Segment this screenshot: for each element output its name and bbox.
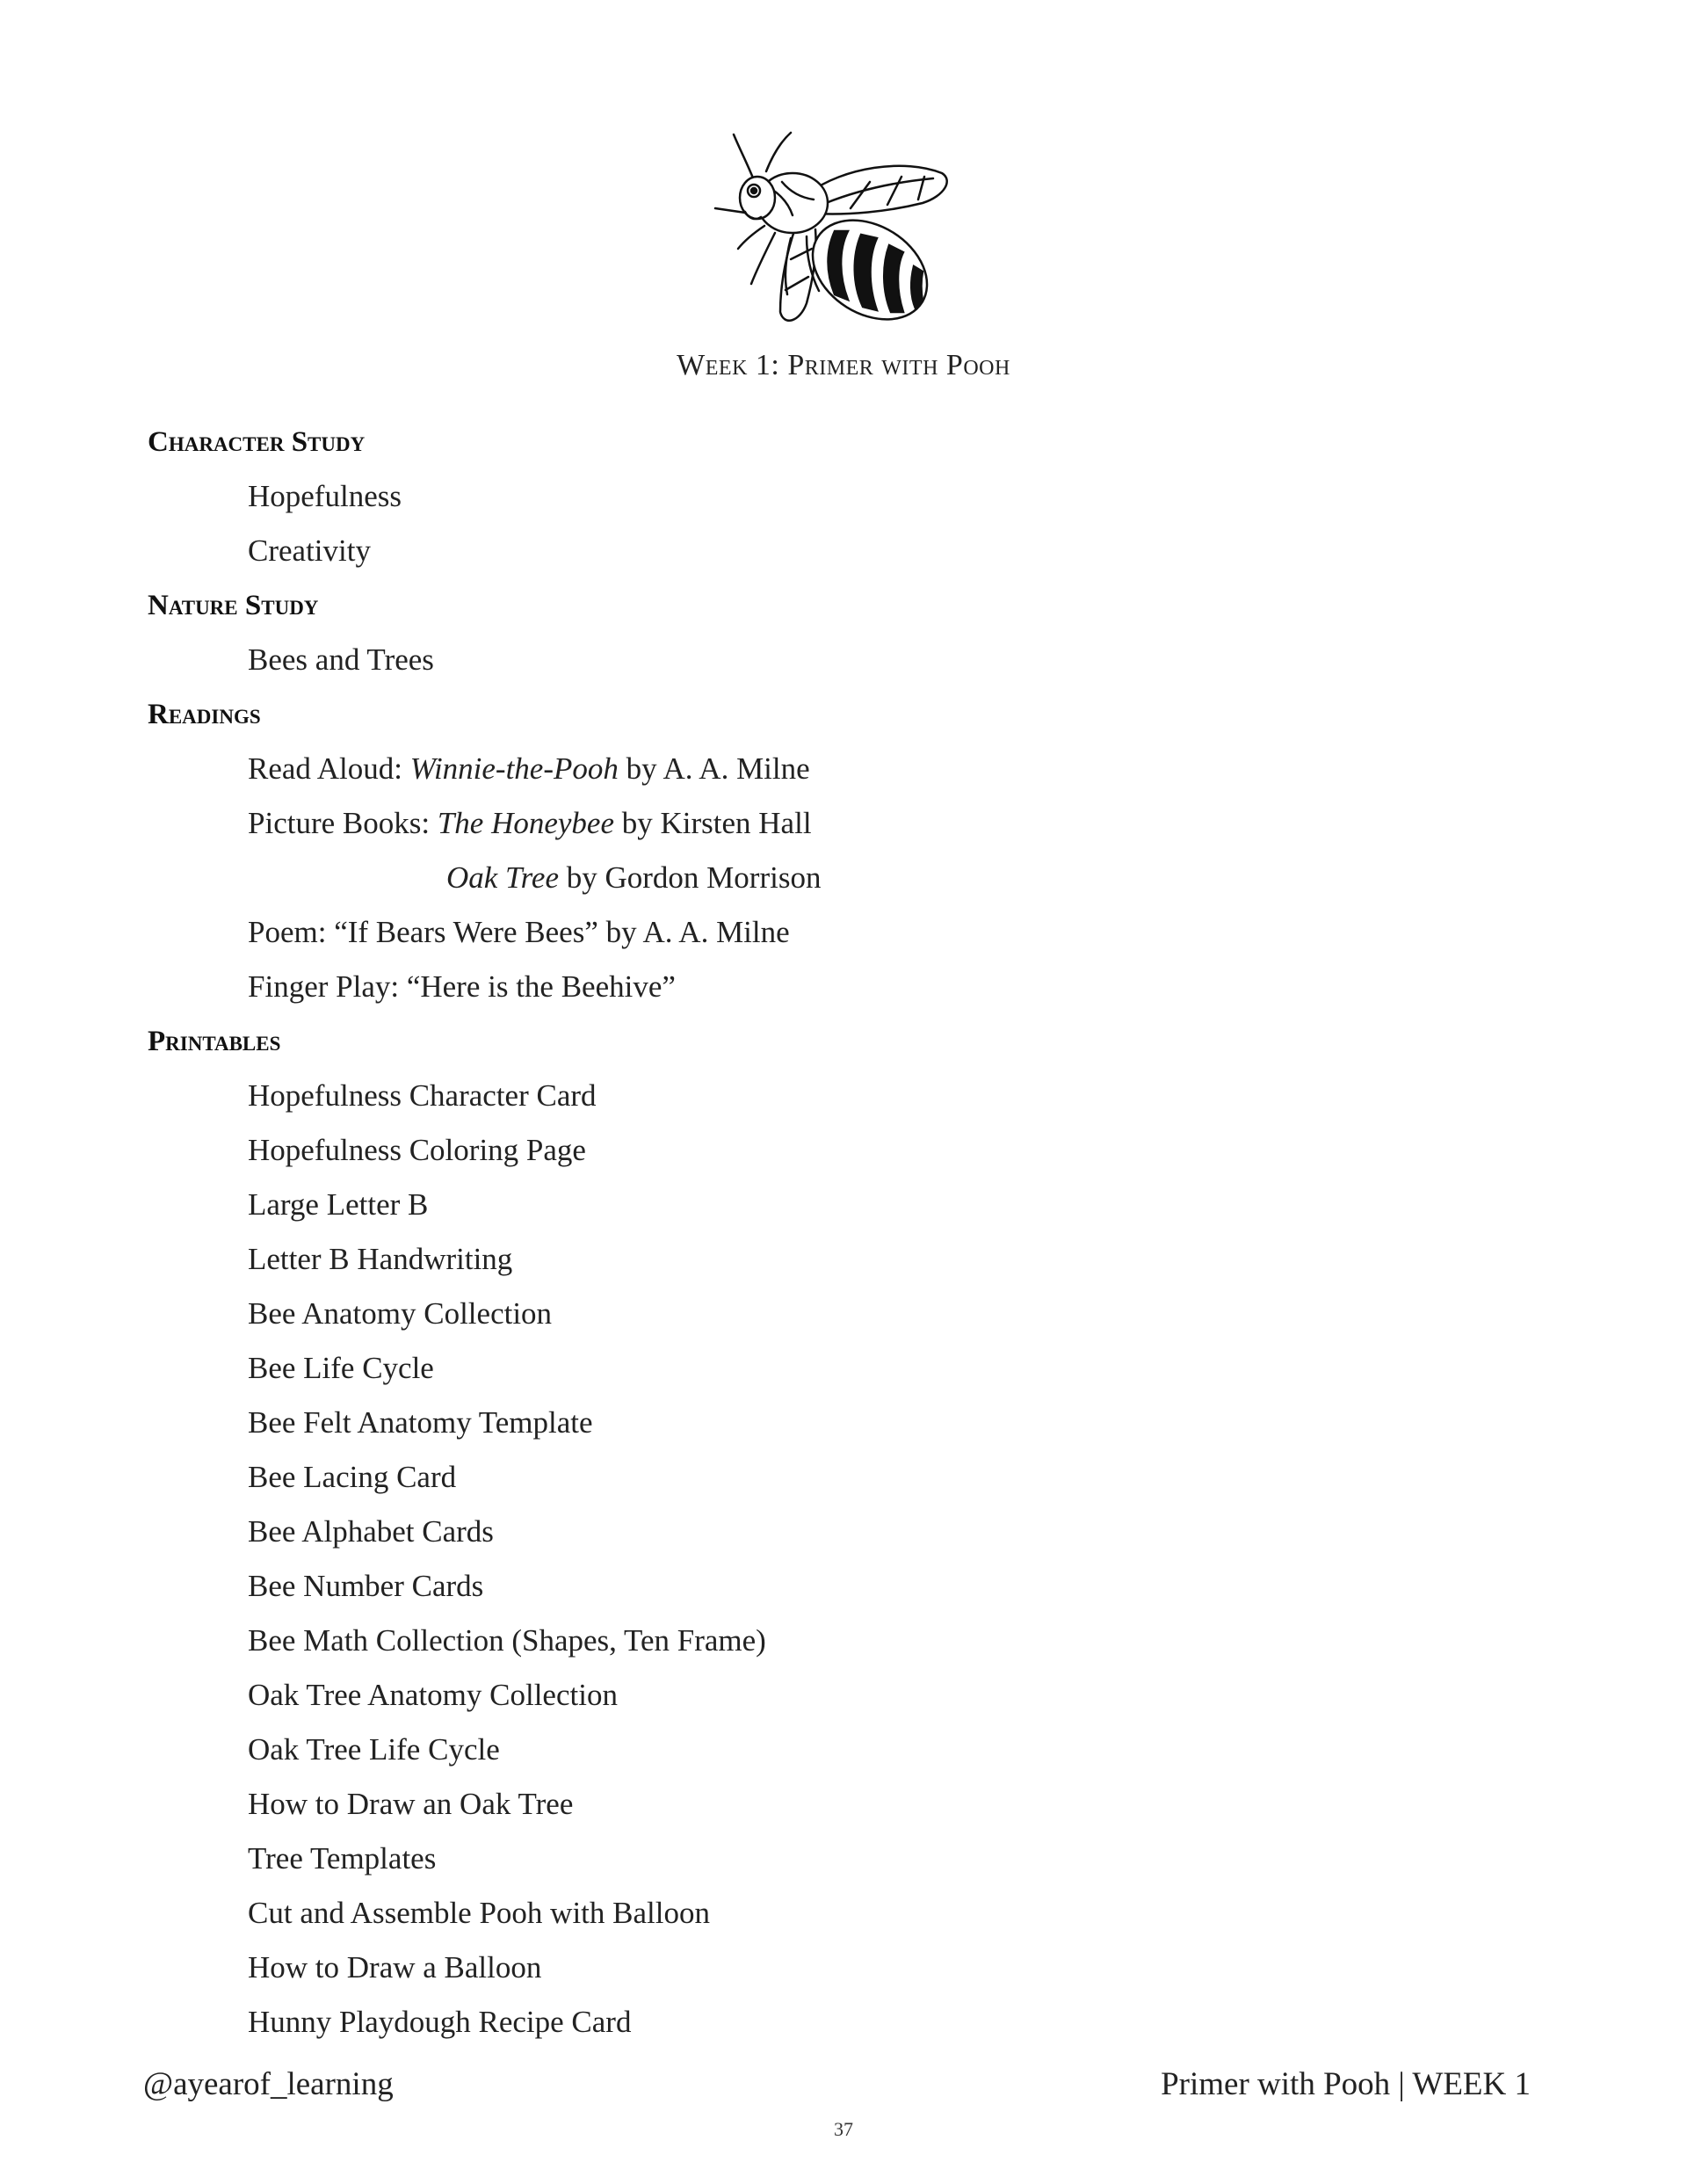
list-item: Bee Anatomy Collection	[248, 1296, 553, 1331]
list-item: Oak Tree Anatomy Collection	[248, 1678, 618, 1712]
picture-book-author: by Kirsten Hall	[614, 806, 812, 840]
finger-play-entry: Finger Play: “Here is the Beehive”	[248, 969, 676, 1004]
page-number: 37	[834, 2118, 853, 2140]
list-item: Bee Number Cards	[248, 1569, 484, 1603]
social-handle: @ayearof_learning	[143, 2066, 394, 2102]
picture-books-label: Picture Books:	[248, 806, 438, 840]
list-item: Large Letter B	[248, 1187, 429, 1222]
printables-heading: Printables	[148, 1026, 281, 1057]
list-item: Creativity	[248, 533, 371, 568]
list-item: How to Draw a Balloon	[248, 1950, 542, 1984]
read-aloud-title: Winnie-the-Pooh	[409, 751, 619, 786]
character-study-heading: Character Study	[148, 426, 366, 458]
list-item: Hopefulness Character Card	[248, 1078, 597, 1113]
list-item: Bee Life Cycle	[248, 1351, 434, 1385]
picture-books-entry	[148, 796, 1553, 851]
picture-book-author: by Gordon Morrison	[559, 860, 822, 895]
bee-icon	[703, 127, 967, 338]
list-item: Tree Templates	[248, 1841, 437, 1876]
list-item: Bee Math Collection (Shapes, Ten Frame)	[248, 1623, 766, 1658]
picture-book-title: Oak Tree	[446, 860, 559, 895]
read-aloud-author: by A. A. Milne	[618, 751, 810, 786]
list-item: Oak Tree Life Cycle	[248, 1732, 500, 1767]
nature-study-heading: Nature Study	[148, 590, 319, 621]
list-item: How to Draw an Oak Tree	[248, 1787, 574, 1821]
list-item: Bee Felt Anatomy Template	[248, 1405, 593, 1440]
list-item: Hunny Playdough Recipe Card	[248, 2005, 632, 2039]
week-overview	[148, 415, 1553, 2050]
list-item: Bee Lacing Card	[248, 1460, 457, 1494]
series-label: Primer with Pooh | WEEK 1	[1161, 2066, 1531, 2102]
list-item: Hopefulness Coloring Page	[248, 1133, 586, 1167]
poem-entry: Poem: “If Bears Were Bees” by A. A. Milne	[248, 915, 790, 949]
readings-heading: Readings	[148, 699, 261, 730]
picture-book-title: The Honeybee	[437, 806, 614, 840]
list-item: Cut and Assemble Pooh with Balloon	[248, 1896, 710, 1930]
picture-books-entry-2	[148, 851, 1553, 905]
list-item: Hopefulness	[248, 479, 402, 513]
week-title: Week 1: Primer with Pooh	[677, 349, 1010, 381]
read-aloud-label: Read Aloud:	[248, 751, 410, 786]
list-item: Letter B Handwriting	[248, 1242, 513, 1276]
list-item: Bee Alphabet Cards	[248, 1514, 494, 1549]
list-item: Bees and Trees	[248, 642, 434, 677]
read-aloud-entry	[148, 742, 1553, 796]
